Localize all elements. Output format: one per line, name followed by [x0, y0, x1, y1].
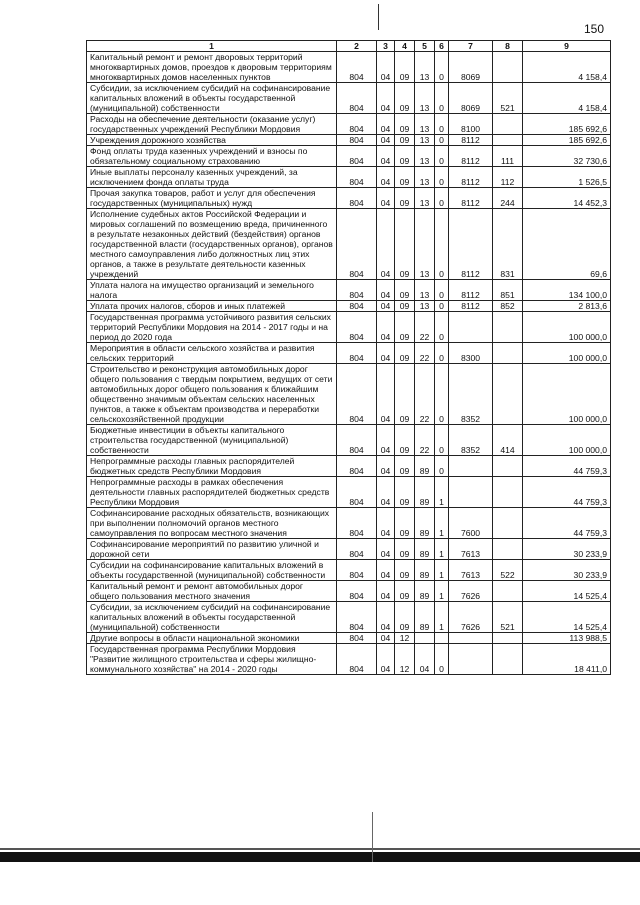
table-row [87, 456, 611, 477]
pr-cell: 12 [395, 633, 415, 644]
program-cell: 89 [415, 508, 435, 539]
expense-type-cell [493, 343, 523, 364]
table-row [87, 364, 611, 425]
page-number: 150 [584, 22, 605, 36]
rz-cell: 04 [377, 581, 395, 602]
grbs-cell: 804 [337, 114, 377, 135]
program-cell: 89 [415, 560, 435, 581]
row-name-cell: Другие вопросы в области национальной экономики [87, 633, 337, 644]
program-cell: 13 [415, 146, 435, 167]
rz-cell: 04 [377, 644, 395, 675]
table-row [87, 188, 611, 209]
row-name-cell: Уплата прочих налогов, сборов и иных платежей [87, 301, 337, 312]
subprogram-cell: 0 [435, 425, 449, 456]
program-cell: 22 [415, 425, 435, 456]
program-cell: 13 [415, 301, 435, 312]
rz-cell: 04 [377, 633, 395, 644]
program-cell: 89 [415, 539, 435, 560]
grbs-cell: 804 [337, 301, 377, 312]
scan-border-thin [0, 848, 640, 850]
pr-cell: 09 [395, 312, 415, 343]
table-row [87, 644, 611, 675]
expense-type-cell [493, 477, 523, 508]
subprogram-cell: 0 [435, 167, 449, 188]
program-cell: 04 [415, 644, 435, 675]
table-row [87, 146, 611, 167]
grbs-cell: 804 [337, 581, 377, 602]
target-article-cell: 8069 [449, 83, 493, 114]
pr-cell: 09 [395, 83, 415, 114]
row-name-cell: Капитальный ремонт и ремонт дворовых территорий многоквартирных домов, проездов к дворовым территориям многоквартирных домов населенных пунктов [87, 52, 337, 83]
column-header: 5 [415, 41, 435, 52]
subprogram-cell: 0 [435, 135, 449, 146]
amount-cell: 44 759,3 [523, 477, 611, 508]
amount-cell: 2 813,6 [523, 301, 611, 312]
program-cell: 13 [415, 52, 435, 83]
rz-cell: 04 [377, 364, 395, 425]
target-article-cell: 8112 [449, 135, 493, 146]
rz-cell: 04 [377, 560, 395, 581]
target-article-cell: 8112 [449, 188, 493, 209]
amount-cell: 44 759,3 [523, 456, 611, 477]
amount-cell: 100 000,0 [523, 312, 611, 343]
rz-cell: 04 [377, 539, 395, 560]
pr-cell: 09 [395, 146, 415, 167]
target-article-cell: 8112 [449, 167, 493, 188]
rz-cell: 04 [377, 188, 395, 209]
grbs-cell: 804 [337, 135, 377, 146]
amount-cell: 18 411,0 [523, 644, 611, 675]
subprogram-cell: 0 [435, 114, 449, 135]
expense-type-cell: 831 [493, 209, 523, 280]
expense-type-cell [493, 135, 523, 146]
amount-cell: 30 233,9 [523, 560, 611, 581]
target-article-cell: 8112 [449, 209, 493, 280]
subprogram-cell: 0 [435, 343, 449, 364]
amount-cell: 30 233,9 [523, 539, 611, 560]
target-article-cell: 7626 [449, 581, 493, 602]
table-row [87, 167, 611, 188]
subprogram-cell [435, 633, 449, 644]
row-name-cell: Фонд оплаты труда казенных учреждений и взносы по обязательному социальному страхованию [87, 146, 337, 167]
target-article-cell: 8112 [449, 280, 493, 301]
target-article-cell [449, 633, 493, 644]
amount-cell: 44 759,3 [523, 508, 611, 539]
amount-cell: 185 692,6 [523, 135, 611, 146]
grbs-cell: 804 [337, 644, 377, 675]
program-cell: 13 [415, 209, 435, 280]
row-name-cell: Софинансирование мероприятий по развитию уличной и дорожной сети [87, 539, 337, 560]
pr-cell: 09 [395, 301, 415, 312]
pr-cell: 09 [395, 477, 415, 508]
target-article-cell [449, 477, 493, 508]
amount-cell: 100 000,0 [523, 364, 611, 425]
row-name-cell: Уплата налога на имущество организаций и земельного налога [87, 280, 337, 301]
rz-cell: 04 [377, 301, 395, 312]
program-cell: 89 [415, 602, 435, 633]
subprogram-cell: 0 [435, 364, 449, 425]
rz-cell: 04 [377, 209, 395, 280]
amount-cell: 14 525,4 [523, 602, 611, 633]
expense-type-cell [493, 456, 523, 477]
subprogram-cell: 0 [435, 188, 449, 209]
program-cell: 22 [415, 343, 435, 364]
amount-cell: 100 000,0 [523, 425, 611, 456]
target-article-cell: 8352 [449, 425, 493, 456]
pr-cell: 09 [395, 188, 415, 209]
amount-cell: 185 692,6 [523, 114, 611, 135]
row-name-cell: Иные выплаты персоналу казенных учреждений, за исключением фонда оплаты труда [87, 167, 337, 188]
grbs-cell: 804 [337, 560, 377, 581]
grbs-cell: 804 [337, 364, 377, 425]
expense-type-cell [493, 364, 523, 425]
row-name-cell: Капитальный ремонт и ремонт автомобильных дорог общего пользования местного значения [87, 581, 337, 602]
amount-cell: 69,6 [523, 209, 611, 280]
pr-cell: 09 [395, 52, 415, 83]
table-row [87, 581, 611, 602]
subprogram-cell: 1 [435, 560, 449, 581]
pr-cell: 09 [395, 135, 415, 146]
pr-cell: 12 [395, 644, 415, 675]
row-name-cell: Государственная программа Республики Мордовия "Развитие жилищного строительства и сферы жилищно-коммунального хозяйства" на 2014 - 2020 годы [87, 644, 337, 675]
scan-border [0, 852, 640, 862]
expense-type-cell [493, 114, 523, 135]
amount-cell: 32 730,6 [523, 146, 611, 167]
grbs-cell: 804 [337, 477, 377, 508]
grbs-cell: 804 [337, 209, 377, 280]
expense-type-cell [493, 581, 523, 602]
rz-cell: 04 [377, 146, 395, 167]
rz-cell: 04 [377, 456, 395, 477]
expense-type-cell: 522 [493, 560, 523, 581]
expense-type-cell: 521 [493, 602, 523, 633]
subprogram-cell: 1 [435, 602, 449, 633]
pr-cell: 09 [395, 602, 415, 633]
program-cell: 13 [415, 135, 435, 146]
pr-cell: 09 [395, 539, 415, 560]
subprogram-cell: 0 [435, 312, 449, 343]
pr-cell: 09 [395, 456, 415, 477]
pr-cell: 09 [395, 581, 415, 602]
grbs-cell: 804 [337, 456, 377, 477]
subprogram-cell: 0 [435, 209, 449, 280]
program-cell: 13 [415, 167, 435, 188]
column-header: 3 [377, 41, 395, 52]
row-name-cell: Строительство и реконструкция автомобильных дорог общего пользования с твердым покрытием, ведущих от сети автомобильных дорог общего пользования к ближайшим общественно значимым объектам сельских населенных пунктов, а также к объектам производства и переработки сельскохозяйственной продукции [87, 364, 337, 425]
grbs-cell: 804 [337, 280, 377, 301]
expense-type-cell: 852 [493, 301, 523, 312]
expense-type-cell: 112 [493, 167, 523, 188]
subprogram-cell: 1 [435, 508, 449, 539]
program-cell: 13 [415, 83, 435, 114]
expense-type-cell [493, 539, 523, 560]
column-header: 8 [493, 41, 523, 52]
row-name-cell: Непрограммные расходы в рамках обеспечения деятельности главных распорядителей бюджетных средств Республики Мордовия [87, 477, 337, 508]
program-cell: 13 [415, 188, 435, 209]
column-header: 4 [395, 41, 415, 52]
expense-type-cell: 111 [493, 146, 523, 167]
grbs-cell: 804 [337, 633, 377, 644]
rz-cell: 04 [377, 508, 395, 539]
subprogram-cell: 0 [435, 456, 449, 477]
subprogram-cell: 1 [435, 539, 449, 560]
subprogram-cell: 0 [435, 301, 449, 312]
table-row [87, 508, 611, 539]
row-name-cell: Расходы на обеспечение деятельности (оказание услуг) государственных учреждений Республики Мордовия [87, 114, 337, 135]
target-article-cell: 8069 [449, 52, 493, 83]
column-header: 7 [449, 41, 493, 52]
row-name-cell: Субсидии, за исключением субсидий на софинансирование капитальных вложений в объекты государственной (муниципальной) собственности [87, 602, 337, 633]
grbs-cell: 804 [337, 167, 377, 188]
pr-cell: 09 [395, 364, 415, 425]
program-cell: 22 [415, 364, 435, 425]
program-cell [415, 633, 435, 644]
amount-cell: 4 158,4 [523, 52, 611, 83]
amount-cell: 134 100,0 [523, 280, 611, 301]
expense-type-cell [493, 508, 523, 539]
amount-cell: 113 988,5 [523, 633, 611, 644]
pr-cell: 09 [395, 209, 415, 280]
program-cell: 13 [415, 114, 435, 135]
expense-type-cell: 414 [493, 425, 523, 456]
column-header: 6 [435, 41, 449, 52]
grbs-cell: 804 [337, 425, 377, 456]
table-row [87, 280, 611, 301]
table-row [87, 539, 611, 560]
target-article-cell: 8300 [449, 343, 493, 364]
target-article-cell [449, 312, 493, 343]
column-header: 2 [337, 41, 377, 52]
table-row [87, 560, 611, 581]
pr-cell: 09 [395, 167, 415, 188]
expense-type-cell [493, 633, 523, 644]
subprogram-cell: 0 [435, 644, 449, 675]
row-name-cell: Бюджетные инвестиции в объекты капитального строительства государственной (муниципальной) собственности [87, 425, 337, 456]
pr-cell: 09 [395, 508, 415, 539]
rz-cell: 04 [377, 602, 395, 633]
program-cell: 89 [415, 456, 435, 477]
program-cell: 22 [415, 312, 435, 343]
expense-type-cell [493, 312, 523, 343]
row-name-cell: Непрограммные расходы главных распорядителей бюджетных средств Республики Мордовия [87, 456, 337, 477]
expense-type-cell [493, 52, 523, 83]
subprogram-cell: 0 [435, 280, 449, 301]
rz-cell: 04 [377, 52, 395, 83]
table-row [87, 83, 611, 114]
grbs-cell: 804 [337, 188, 377, 209]
target-article-cell: 8100 [449, 114, 493, 135]
budget-table [86, 40, 611, 675]
rz-cell: 04 [377, 343, 395, 364]
table-row [87, 209, 611, 280]
row-name-cell: Софинансирование расходных обязательств, возникающих при выполнении полномочий органов местного самоуправления по вопросам местного значения [87, 508, 337, 539]
table-row [87, 114, 611, 135]
amount-cell: 1 526,5 [523, 167, 611, 188]
pr-cell: 09 [395, 343, 415, 364]
scan-tick-mark [378, 4, 379, 30]
row-name-cell: Субсидии на софинансирование капитальных вложений в объекты государственной (муниципальной) собственности [87, 560, 337, 581]
column-header: 9 [523, 41, 611, 52]
target-article-cell: 8112 [449, 301, 493, 312]
rz-cell: 04 [377, 135, 395, 146]
row-name-cell: Учреждения дорожного хозяйства [87, 135, 337, 146]
rz-cell: 04 [377, 425, 395, 456]
subprogram-cell: 0 [435, 83, 449, 114]
table-row [87, 633, 611, 644]
target-article-cell: 7613 [449, 560, 493, 581]
row-name-cell: Прочая закупка товаров, работ и услуг для обеспечения государственных (муниципальных) нужд [87, 188, 337, 209]
table-row [87, 477, 611, 508]
table-row [87, 312, 611, 343]
table-row [87, 135, 611, 146]
subprogram-cell: 1 [435, 581, 449, 602]
grbs-cell: 804 [337, 83, 377, 114]
grbs-cell: 804 [337, 146, 377, 167]
grbs-cell: 804 [337, 508, 377, 539]
target-article-cell: 7613 [449, 539, 493, 560]
amount-cell: 100 000,0 [523, 343, 611, 364]
program-cell: 13 [415, 280, 435, 301]
table-row [87, 52, 611, 83]
rz-cell: 04 [377, 83, 395, 114]
subprogram-cell: 0 [435, 52, 449, 83]
program-cell: 89 [415, 477, 435, 508]
expense-type-cell [493, 644, 523, 675]
binding-mark [372, 812, 373, 862]
expense-type-cell: 244 [493, 188, 523, 209]
row-name-cell: Исполнение судебных актов Российской Федерации и мировых соглашений по возмещению вреда, причиненного в результате незаконных действий (бездействия) органов государственной власти (государственных органов), органов местного самоуправления либо должностных лиц этих органов, а также в результате деятельности казенных учреждений [87, 209, 337, 280]
target-article-cell: 7626 [449, 602, 493, 633]
amount-cell: 14 525,4 [523, 581, 611, 602]
expense-type-cell: 851 [493, 280, 523, 301]
grbs-cell: 804 [337, 312, 377, 343]
rz-cell: 04 [377, 167, 395, 188]
expense-type-cell: 521 [493, 83, 523, 114]
table-header-row [87, 41, 611, 52]
row-name-cell: Мероприятия в области сельского хозяйства и развития сельских территорий [87, 343, 337, 364]
target-article-cell [449, 644, 493, 675]
target-article-cell [449, 456, 493, 477]
subprogram-cell: 0 [435, 146, 449, 167]
table-row [87, 425, 611, 456]
subprogram-cell: 1 [435, 477, 449, 508]
grbs-cell: 804 [337, 602, 377, 633]
target-article-cell: 8112 [449, 146, 493, 167]
row-name-cell: Государственная программа устойчивого развития сельских территорий Республики Мордовия на 2014 - 2017 годы и на период до 2020 года [87, 312, 337, 343]
table-row [87, 301, 611, 312]
amount-cell: 4 158,4 [523, 83, 611, 114]
target-article-cell: 7600 [449, 508, 493, 539]
grbs-cell: 804 [337, 343, 377, 364]
pr-cell: 09 [395, 425, 415, 456]
rz-cell: 04 [377, 114, 395, 135]
row-name-cell: Субсидии, за исключением субсидий на софинансирование капитальных вложений в объекты государственной (муниципальной) собственности [87, 83, 337, 114]
rz-cell: 04 [377, 280, 395, 301]
grbs-cell: 804 [337, 539, 377, 560]
program-cell: 89 [415, 581, 435, 602]
pr-cell: 09 [395, 560, 415, 581]
target-article-cell: 8352 [449, 364, 493, 425]
amount-cell: 14 452,3 [523, 188, 611, 209]
rz-cell: 04 [377, 312, 395, 343]
table-row [87, 602, 611, 633]
column-header: 1 [87, 41, 337, 52]
table-row [87, 343, 611, 364]
pr-cell: 09 [395, 280, 415, 301]
pr-cell: 09 [395, 114, 415, 135]
grbs-cell: 804 [337, 52, 377, 83]
rz-cell: 04 [377, 477, 395, 508]
